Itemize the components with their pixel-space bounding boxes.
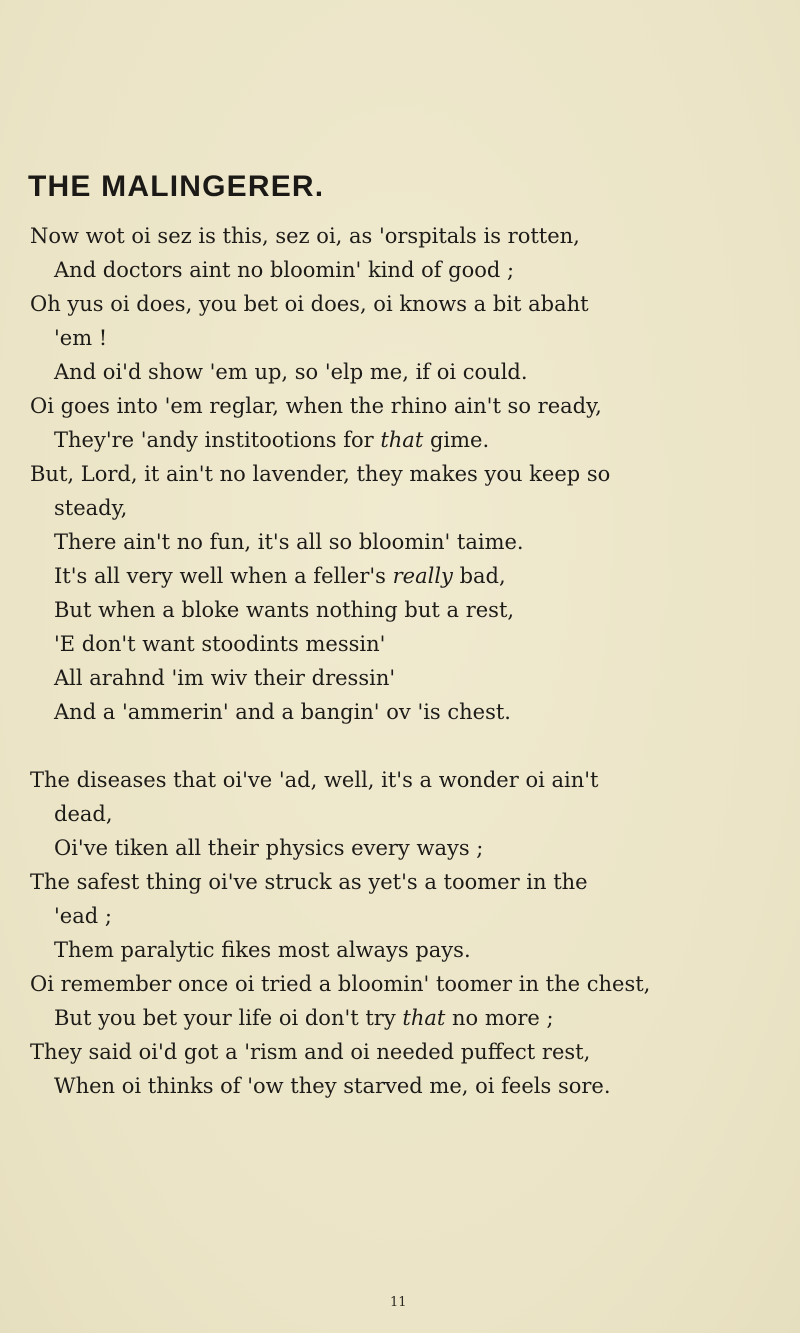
italic-word: that: [380, 428, 424, 452]
line-text: 'em !: [54, 326, 108, 350]
line-text: And oi'd show 'em up, so 'elp me, if oi could.: [54, 360, 528, 384]
poem-title: THE MALINGERER.: [28, 170, 325, 203]
line-text: There ain't no fun, it's all so bloomin' taime.: [54, 530, 524, 554]
italic-word: that: [402, 1006, 446, 1030]
line-text: They said oi'd got a 'rism and oi needed puffect rest,: [30, 1040, 591, 1064]
line-text: All arahnd 'im wiv their dressin': [54, 666, 396, 690]
italic-word: really: [392, 564, 453, 588]
line-text: 'E don't want stoodints messin': [54, 632, 386, 656]
poem-line: [30, 970, 650, 998]
poem-line: [54, 562, 506, 590]
poem-line: [54, 800, 113, 828]
poem-line: [30, 868, 588, 896]
line-text: And doctors aint no bloomin' kind of good ;: [54, 258, 515, 282]
poem-line: [54, 630, 385, 658]
line-text: Oh yus oi does, you bet oi does, oi knows a bit abaht: [30, 292, 589, 316]
line-text: dead,: [54, 802, 113, 826]
poem-line: [54, 834, 483, 862]
poem-line: [54, 324, 107, 352]
poem-line: [54, 494, 127, 522]
line-text: But when a bloke wants nothing but a rest,: [54, 598, 515, 622]
poem-line: [30, 290, 589, 318]
poem-line: [54, 1072, 611, 1100]
poem-line: [54, 902, 112, 930]
poem-line: [54, 1004, 554, 1032]
poem-line: [54, 256, 514, 284]
page-number: 11: [390, 1295, 407, 1310]
line-text: Now wot oi sez is this, sez oi, as 'orspitals is rotten,: [30, 224, 580, 248]
line-text: bad,: [452, 564, 506, 588]
poem-line: [30, 1038, 590, 1066]
poem-line: [54, 664, 395, 692]
poem-line: [54, 596, 514, 624]
poem-line: [54, 426, 489, 454]
line-text: Oi remember once oi tried a bloomin' toomer in the chest,: [30, 972, 651, 996]
line-text: no more ;: [445, 1006, 554, 1030]
poem-line: [30, 766, 598, 794]
line-text: The diseases that oi've 'ad, well, it's a wonder oi ain't: [30, 768, 599, 792]
line-text: It's all very well when a feller's: [54, 564, 393, 588]
line-text: Oi've tiken all their physics every ways ;: [54, 836, 484, 860]
line-text: Them paralytic fikes most always pays.: [54, 938, 471, 962]
line-text: When oi thinks of 'ow they starved me, oi feels sore.: [54, 1074, 611, 1098]
line-text: Oi goes into 'em reglar, when the rhino ain't so ready,: [30, 394, 602, 418]
line-text: The safest thing oi've struck as yet's a toomer in the: [30, 870, 588, 894]
poem-line: [30, 222, 580, 250]
line-text: 'ead ;: [54, 904, 112, 928]
poem-line: [54, 698, 511, 726]
poem-line: [54, 936, 471, 964]
line-text: steady,: [54, 496, 128, 520]
line-text: But, Lord, it ain't no lavender, they makes you keep so: [30, 462, 611, 486]
poem-line: [54, 528, 524, 556]
line-text: And a 'ammerin' and a bangin' ov 'is chest.: [54, 700, 511, 724]
line-text: They're 'andy institootions for: [54, 428, 381, 452]
line-text: But you bet your life oi don't try: [54, 1006, 403, 1030]
poem-line: [54, 358, 528, 386]
poem-line: [30, 392, 602, 420]
line-text: gime.: [423, 428, 490, 452]
poem-line: [30, 460, 610, 488]
